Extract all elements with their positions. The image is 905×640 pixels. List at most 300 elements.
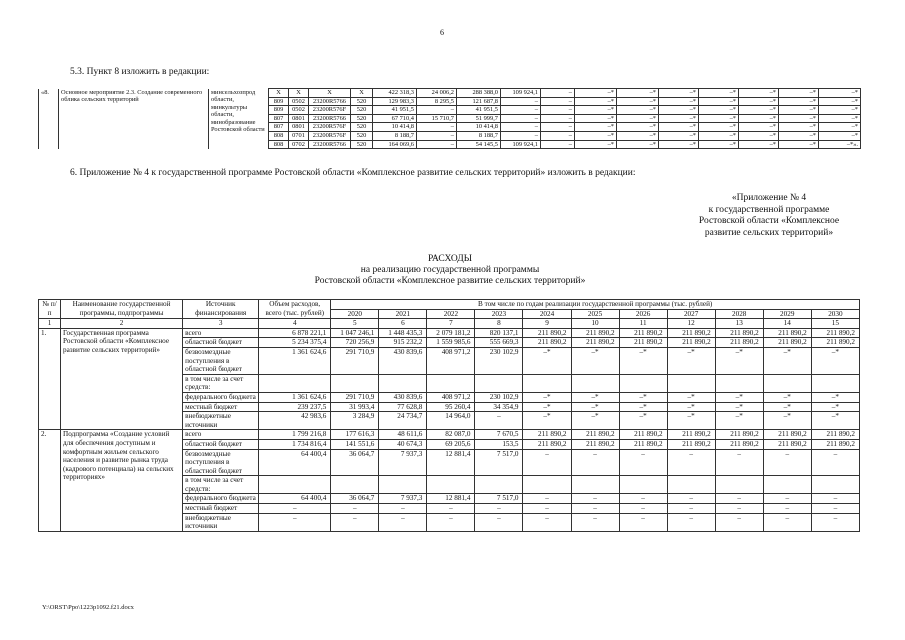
funding-source: всего <box>183 430 259 440</box>
amount-cell <box>427 374 475 392</box>
amount-cell: –* <box>811 402 859 412</box>
t1-cell: 0801 <box>289 123 309 132</box>
header-source: Источник финансирования <box>183 300 259 319</box>
t1-cell: –* <box>779 89 819 98</box>
amount-cell <box>379 476 427 494</box>
amount-cell: 7 517,0 <box>475 449 523 476</box>
t1-cell: –* <box>575 106 617 115</box>
amount-cell: 141 551,6 <box>331 439 379 449</box>
program-name: Государственная программа Ростовской области «Комплексное развитие сельских территорий» <box>61 328 183 430</box>
t1-cell: – <box>541 97 575 106</box>
t1-cell: 520 <box>351 131 373 140</box>
t1-cell: 0502 <box>289 106 309 115</box>
amount-cell <box>763 374 811 392</box>
table-point-8 <box>38 88 861 149</box>
amount-cell: 211 890,2 <box>715 439 763 449</box>
amount-cell: 42 983,6 <box>259 412 331 430</box>
funding-source: местный бюджет <box>183 504 259 514</box>
header-year: 2021 <box>379 309 427 319</box>
t1-cell: 23200R5766 <box>309 114 351 123</box>
amount-cell: 34 354,9 <box>475 402 523 412</box>
amount-cell: –* <box>619 392 667 402</box>
amount-cell <box>619 374 667 392</box>
amount-cell: – <box>715 449 763 476</box>
t1-cell: 129 983,3 <box>373 97 417 106</box>
amount-cell: 12 881,4 <box>427 494 475 504</box>
amount-cell: 48 611,6 <box>379 430 427 440</box>
amount-cell: – <box>427 504 475 514</box>
t1-cell: – <box>417 123 457 132</box>
t1-cell: – <box>417 131 457 140</box>
header-num: № п/п <box>39 300 61 319</box>
appendix-line: развитие сельских территорий» <box>704 227 834 238</box>
t1-cell: –* <box>659 114 699 123</box>
amount-cell: 211 890,2 <box>811 439 859 449</box>
amount-cell: 69 205,6 <box>427 439 475 449</box>
amount-cell <box>619 476 667 494</box>
t1-cell: X <box>289 89 309 98</box>
section-5-3-heading: 5.3. Пункт 8 изложить в редакции: <box>70 67 210 77</box>
header-col-number: 8 <box>475 319 523 329</box>
amount-cell <box>667 374 715 392</box>
section-6-heading: 6. Приложение № 4 к государственной программе Ростовской области «Комплексное развитие сельских территорий» изложить в редакции: <box>70 168 636 178</box>
t1-cell: –* <box>575 123 617 132</box>
amount-cell: 2 079 181,2 <box>427 328 475 338</box>
t1-row <box>39 89 861 98</box>
amount-cell: 239 237,5 <box>259 402 331 412</box>
funding-source: местный бюджет <box>183 402 259 412</box>
t1-cell: – <box>541 114 575 123</box>
t1-cell: 51 999,7 <box>457 114 501 123</box>
amount-cell <box>571 374 619 392</box>
amount-cell: 211 890,2 <box>571 439 619 449</box>
t1-cell: 23200R5766 <box>309 97 351 106</box>
amount-cell: 211 890,2 <box>763 338 811 348</box>
t1-cell: –* <box>779 131 819 140</box>
header-col-number: 9 <box>523 319 571 329</box>
header-year: 2022 <box>427 309 475 319</box>
t1-cell: –* <box>779 106 819 115</box>
title-line: Ростовской области «Комплексное развитие сельских территорий» <box>314 276 586 286</box>
amount-cell: 211 890,2 <box>715 338 763 348</box>
amount-cell <box>763 476 811 494</box>
amount-cell: –* <box>523 402 571 412</box>
amount-cell: 14 964,0 <box>427 412 475 430</box>
t1-cell: 807 <box>269 123 289 132</box>
amount-cell: 36 064,7 <box>331 449 379 476</box>
title-line: на реализацию государственной программы <box>360 265 540 275</box>
amount-cell: – <box>571 494 619 504</box>
amount-cell: – <box>475 513 523 531</box>
funding-source: в том числе за счет средств: <box>183 374 259 392</box>
amount-cell: 1 448 435,3 <box>379 328 427 338</box>
t1-cell: –* <box>819 114 861 123</box>
amount-cell: 211 890,2 <box>523 439 571 449</box>
t1-cell: 520 <box>351 114 373 123</box>
amount-cell: –* <box>571 412 619 430</box>
t1-cell: 520 <box>351 97 373 106</box>
amount-cell: – <box>763 504 811 514</box>
amount-cell: 7 670,5 <box>475 430 523 440</box>
amount-cell: –* <box>571 402 619 412</box>
t1-cell: – <box>541 140 575 149</box>
amount-cell: 430 839,6 <box>379 347 427 374</box>
amount-cell: 1 799 216,8 <box>259 430 331 440</box>
header-col-number: 11 <box>619 319 667 329</box>
amount-cell: 24 734,7 <box>379 412 427 430</box>
amount-cell: 211 890,2 <box>715 430 763 440</box>
t1-cell: 109 924,1 <box>501 89 541 98</box>
amount-cell: 82 087,0 <box>427 430 475 440</box>
amount-cell: 211 890,2 <box>619 328 667 338</box>
amount-cell: – <box>331 513 379 531</box>
amount-cell: – <box>523 449 571 476</box>
t1-cell: X <box>351 89 373 98</box>
amount-cell: – <box>259 513 331 531</box>
header-col-number: 4 <box>259 319 331 329</box>
funding-source: областной бюджет <box>183 338 259 348</box>
t1-cell: 520 <box>351 140 373 149</box>
amount-cell: 12 881,4 <box>427 449 475 476</box>
amount-cell: 720 256,9 <box>331 338 379 348</box>
funding-source: областной бюджет <box>183 439 259 449</box>
amount-cell: 211 890,2 <box>763 328 811 338</box>
t1-cell: 67 710,4 <box>373 114 417 123</box>
amount-cell: – <box>523 513 571 531</box>
amount-cell: 211 890,2 <box>667 338 715 348</box>
t1-cell: 23200R576F <box>309 123 351 132</box>
header-year: 2030 <box>811 309 859 319</box>
amount-cell: – <box>379 513 427 531</box>
amount-cell: –* <box>715 392 763 402</box>
amount-cell: 211 890,2 <box>523 430 571 440</box>
row-number: 2. <box>39 430 61 532</box>
amount-cell: 40 674,3 <box>379 439 427 449</box>
amount-cell: 36 064,7 <box>331 494 379 504</box>
amount-cell: 1 734 816,4 <box>259 439 331 449</box>
header-col-number: 14 <box>763 319 811 329</box>
row-number: 1. <box>39 328 61 430</box>
amount-cell: 211 890,2 <box>619 430 667 440</box>
t1-cell: –* <box>659 106 699 115</box>
amount-cell: 64 400,4 <box>259 494 331 504</box>
amount-cell: –* <box>667 347 715 374</box>
amount-cell: 211 890,2 <box>523 338 571 348</box>
amount-cell <box>715 374 763 392</box>
funding-source: в том числе за счет средств: <box>183 476 259 494</box>
t1-cell: –* <box>575 89 617 98</box>
t1-cell: –* <box>739 123 779 132</box>
amount-cell: – <box>811 504 859 514</box>
amount-cell: 5 234 375,4 <box>259 338 331 348</box>
t1-cell: –* <box>779 114 819 123</box>
amount-cell: –* <box>667 412 715 430</box>
amount-cell: 211 890,2 <box>763 439 811 449</box>
t1-cell: 8 295,5 <box>417 97 457 106</box>
t1-cell: 54 145,5 <box>457 140 501 149</box>
amount-cell: 31 993,4 <box>331 402 379 412</box>
t1-cell: –* <box>699 106 739 115</box>
t1-cell: –* <box>699 123 739 132</box>
t1-cell: 520 <box>351 123 373 132</box>
amount-cell: – <box>523 494 571 504</box>
amount-cell: –* <box>811 392 859 402</box>
t1-cell: –* <box>819 97 861 106</box>
amount-cell: 430 839,6 <box>379 392 427 402</box>
t1-cell: –* <box>699 131 739 140</box>
header-year: 2029 <box>763 309 811 319</box>
t1-cell: 422 318,3 <box>373 89 417 98</box>
t1-cell: –* <box>659 131 699 140</box>
t1-cell: –* <box>739 106 779 115</box>
amount-cell: 211 890,2 <box>715 328 763 338</box>
header-year: 2028 <box>715 309 763 319</box>
amount-cell: 408 971,2 <box>427 392 475 402</box>
header-year: 2020 <box>331 309 379 319</box>
amount-cell: – <box>571 504 619 514</box>
header-years-caption: В том числе по годам реализации государственной программы (тыс. рублей) <box>331 300 860 310</box>
t1-cell: –* <box>575 114 617 123</box>
t1-cell: 121 687,8 <box>457 97 501 106</box>
amount-cell: 211 890,2 <box>763 430 811 440</box>
t1-cell: 164 069,6 <box>373 140 417 149</box>
t1-cell: –* <box>617 123 659 132</box>
amount-cell <box>331 476 379 494</box>
t1-cell: 520 <box>351 106 373 115</box>
amount-cell: 7 517,0 <box>475 494 523 504</box>
header-col-number: 12 <box>667 319 715 329</box>
t1-cell: –* <box>575 131 617 140</box>
amount-cell <box>523 374 571 392</box>
t1-cell: – <box>501 123 541 132</box>
t1-cell: –* <box>617 106 659 115</box>
t1-cell: 8 188,7 <box>373 131 417 140</box>
amount-cell: 211 890,2 <box>667 328 715 338</box>
t1-name: Основное мероприятие 2.3. Создание современного облика сельских территорий <box>59 89 209 149</box>
amount-cell: –* <box>715 347 763 374</box>
header-col-number: 7 <box>427 319 475 329</box>
t1-cell: – <box>417 140 457 149</box>
amount-cell: –* <box>523 347 571 374</box>
amount-cell: – <box>571 513 619 531</box>
header-name: Наименование государственной программы, подпрограммы <box>61 300 183 319</box>
amount-cell: 211 890,2 <box>571 338 619 348</box>
t1-cell: –* <box>699 114 739 123</box>
header-col-number: 6 <box>379 319 427 329</box>
t1-cell: –* <box>617 89 659 98</box>
t1-cell: –* <box>617 140 659 149</box>
t1-cell: – <box>501 106 541 115</box>
amount-cell <box>259 476 331 494</box>
amount-cell <box>571 476 619 494</box>
header-year: 2023 <box>475 309 523 319</box>
t1-cell: –* <box>659 89 699 98</box>
t1-cell: 8 188,7 <box>457 131 501 140</box>
amount-cell <box>811 476 859 494</box>
amount-cell <box>331 374 379 392</box>
amount-cell: – <box>259 504 331 514</box>
header-col-number: 15 <box>811 319 859 329</box>
header-col-number: 5 <box>331 319 379 329</box>
amount-cell: –* <box>523 412 571 430</box>
amount-cell <box>811 374 859 392</box>
amount-cell: 95 260,4 <box>427 402 475 412</box>
t1-cell: 23200R576F <box>309 131 351 140</box>
funding-source: федерального бюджета <box>183 392 259 402</box>
amount-cell: – <box>619 449 667 476</box>
amount-cell: 153,5 <box>475 439 523 449</box>
amount-cell: 1 361 624,6 <box>259 347 331 374</box>
t1-cell: –* <box>699 97 739 106</box>
amount-cell: –* <box>811 347 859 374</box>
t1-cell: – <box>417 106 457 115</box>
amount-cell: –* <box>811 412 859 430</box>
t1-cell: –* <box>659 140 699 149</box>
t1-cell: – <box>541 123 575 132</box>
t1-cell: 808 <box>269 140 289 149</box>
header-total: Объем расходов, всего (тыс. рублей) <box>259 300 331 319</box>
amount-cell: –* <box>667 392 715 402</box>
t1-cell: 809 <box>269 97 289 106</box>
amount-cell: 3 284,9 <box>331 412 379 430</box>
amount-cell: 7 937,3 <box>379 494 427 504</box>
amount-cell: 211 890,2 <box>811 430 859 440</box>
amount-cell: 408 971,2 <box>427 347 475 374</box>
t1-cell: –* <box>659 97 699 106</box>
header-col-number: 10 <box>571 319 619 329</box>
t1-cell: – <box>541 89 575 98</box>
t1-cell: –* <box>575 97 617 106</box>
amount-cell: 211 890,2 <box>811 328 859 338</box>
header-year: 2025 <box>571 309 619 319</box>
amount-cell: – <box>523 504 571 514</box>
expenses-title <box>250 254 650 287</box>
header-year: 2026 <box>619 309 667 319</box>
amount-cell: 211 890,2 <box>667 439 715 449</box>
amount-cell: – <box>715 494 763 504</box>
t1-cell: 41 951,5 <box>457 106 501 115</box>
amount-cell: – <box>763 449 811 476</box>
header-col-number: 1 <box>39 319 61 329</box>
amount-cell: –* <box>619 347 667 374</box>
amount-cell: 7 937,3 <box>379 449 427 476</box>
amount-cell: 1 361 624,6 <box>259 392 331 402</box>
amount-cell <box>715 476 763 494</box>
table-row <box>39 328 860 338</box>
t1-cell: –* <box>739 89 779 98</box>
amount-cell: 915 232,2 <box>379 338 427 348</box>
amount-cell: 291 710,9 <box>331 392 379 402</box>
amount-cell: – <box>667 504 715 514</box>
amount-cell: –* <box>763 347 811 374</box>
amount-cell: – <box>667 513 715 531</box>
t1-cell: – <box>501 131 541 140</box>
t1-cell: – <box>541 106 575 115</box>
amount-cell: – <box>715 504 763 514</box>
appendix-header <box>690 193 848 239</box>
amount-cell: –* <box>763 392 811 402</box>
funding-source: безвозмездные поступления в областной бюджет <box>183 449 259 476</box>
amount-cell: – <box>571 449 619 476</box>
amount-cell: 211 890,2 <box>571 328 619 338</box>
t1-cell: –* <box>819 123 861 132</box>
funding-source: безвозмездные поступления в областной бюджет <box>183 347 259 374</box>
t1-cell: 0502 <box>289 97 309 106</box>
amount-cell: – <box>811 513 859 531</box>
funding-source: всего <box>183 328 259 338</box>
t1-cell: –* <box>575 140 617 149</box>
t1-cell: 288 388,0 <box>457 89 501 98</box>
expenses-table <box>38 299 860 532</box>
t1-cell: –* <box>819 89 861 98</box>
appendix-line: Ростовской области «Комплексное <box>698 216 840 226</box>
t1-number: «8. <box>39 89 59 149</box>
amount-cell: – <box>811 494 859 504</box>
t1-cell: 109 924,1 <box>501 140 541 149</box>
amount-cell: 211 890,2 <box>523 328 571 338</box>
amount-cell: – <box>667 449 715 476</box>
t1-cell: 807 <box>269 114 289 123</box>
amount-cell: 211 890,2 <box>619 439 667 449</box>
amount-cell <box>475 476 523 494</box>
amount-cell: – <box>667 494 715 504</box>
t1-cell: 15 710,7 <box>417 114 457 123</box>
t1-cell: –* <box>819 106 861 115</box>
t1-cell: –* <box>617 114 659 123</box>
amount-cell: –* <box>523 392 571 402</box>
header-year: 2024 <box>523 309 571 319</box>
title-main: РАСХОДЫ <box>427 254 473 264</box>
appendix-line: «Приложение № 4 <box>731 193 807 203</box>
amount-cell <box>475 374 523 392</box>
amount-cell: –* <box>619 412 667 430</box>
t1-executors: минсельхозпрод области, минкультуры области, минобразование Ростовской области <box>209 89 269 149</box>
amount-cell <box>523 476 571 494</box>
table-row <box>39 430 860 440</box>
amount-cell: – <box>619 504 667 514</box>
page-number: 6 <box>440 28 444 37</box>
amount-cell <box>379 374 427 392</box>
amount-cell: 177 616,3 <box>331 430 379 440</box>
t1-cell: –* <box>779 140 819 149</box>
funding-source: федерального бюджета <box>183 494 259 504</box>
t1-cell: –* <box>739 131 779 140</box>
amount-cell: 211 890,2 <box>571 430 619 440</box>
t1-cell: –* <box>699 140 739 149</box>
program-name: Подпрограмма «Создание условий для обеспечения доступным и комфортным жильем сельского населения и развитие рынка труда (кадрового потенциала) на сельских территориях» <box>61 430 183 532</box>
t1-cell: X <box>309 89 351 98</box>
amount-cell: – <box>763 494 811 504</box>
amount-cell: – <box>379 504 427 514</box>
t1-cell: 808 <box>269 131 289 140</box>
t1-cell: 23200R5766 <box>309 140 351 149</box>
amount-cell: –* <box>571 347 619 374</box>
amount-cell: 64 400,4 <box>259 449 331 476</box>
t1-cell: 10 414,8 <box>457 123 501 132</box>
t1-cell: 10 414,8 <box>373 123 417 132</box>
amount-cell: –* <box>571 392 619 402</box>
t1-cell: – <box>501 97 541 106</box>
amount-cell: 211 890,2 <box>619 338 667 348</box>
t1-cell: –* <box>739 114 779 123</box>
t1-cell: 24 006,2 <box>417 89 457 98</box>
t1-cell: –* <box>659 123 699 132</box>
amount-cell: –* <box>667 402 715 412</box>
amount-cell: – <box>619 494 667 504</box>
amount-cell: 211 890,2 <box>667 430 715 440</box>
t1-cell: 0702 <box>289 140 309 149</box>
amount-cell: 230 102,9 <box>475 392 523 402</box>
